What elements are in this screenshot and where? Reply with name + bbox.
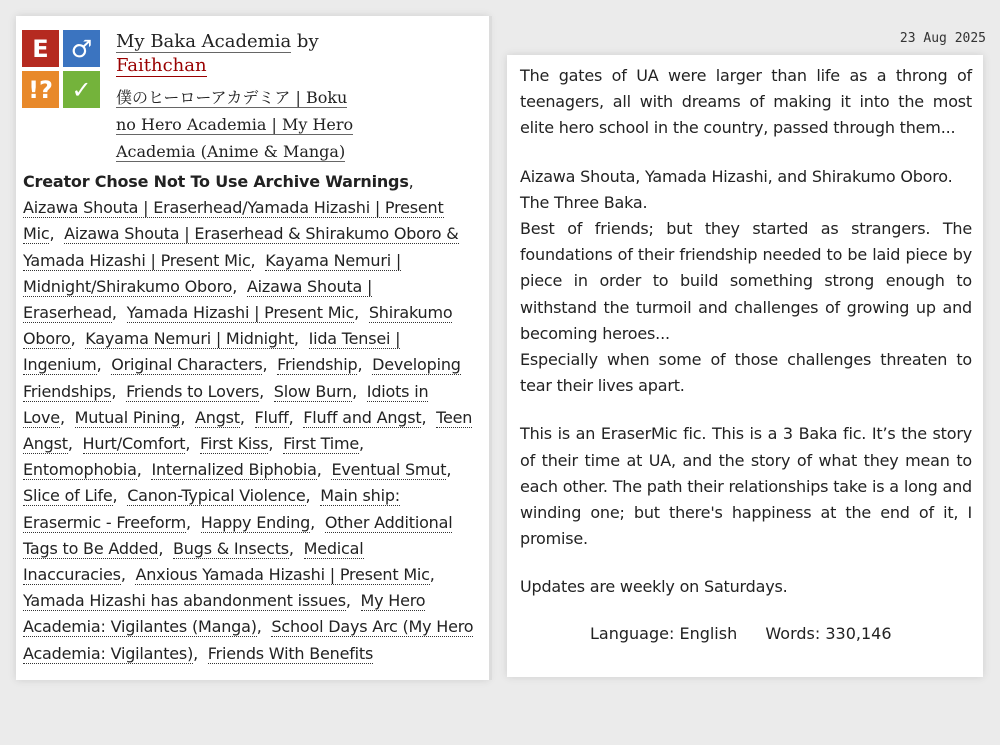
freeform-tag[interactable]: Kayama Nemuri | Midnight/Shirakumo Oboro — [23, 250, 402, 296]
tag-separator: , — [421, 407, 437, 427]
freeform-tag[interactable]: First Time — [283, 434, 360, 454]
tag-separator: , — [111, 303, 127, 323]
tag-separator: , — [112, 486, 128, 506]
freeform-tag[interactable]: Iida Tensei | Ingenium — [23, 329, 401, 375]
freeform-tag[interactable]: Aizawa Shouta | Eraserhead/Yamada Hizashi | Present Mic — [23, 198, 444, 244]
freeform-tag[interactable]: Idiots in Love — [23, 381, 429, 427]
tag-separator: , — [446, 460, 457, 480]
tag-separator: , — [136, 460, 152, 480]
freeform-tag[interactable]: Bugs & Insects — [173, 538, 289, 558]
freeform-tag[interactable]: Developing Friendships — [23, 355, 461, 401]
tag-separator: , — [354, 303, 369, 323]
tag-separator: , — [359, 434, 369, 454]
tag-separator: , — [357, 355, 373, 375]
freeform-tag[interactable]: My Hero Academia: Vigilantes (Manga) — [23, 591, 426, 637]
work-title-link[interactable]: My Baka Academia — [116, 31, 292, 52]
freeform-tag[interactable]: Eventual Smut — [331, 460, 447, 480]
freeform-tag[interactable]: Slice of Life — [23, 486, 113, 506]
tag-separator: , — [305, 486, 321, 506]
tag-separator: , — [70, 329, 86, 349]
tag-separator: , — [345, 591, 361, 611]
divider — [489, 16, 492, 680]
tag-separator: , — [96, 355, 112, 375]
tag-separator: , — [262, 355, 278, 375]
tag-separator: , — [185, 434, 201, 454]
fandom-line: Academia (Anime & Manga) — [116, 142, 346, 161]
fandom-link-wrap — [116, 84, 378, 165]
freeform-tag[interactable]: First Kiss — [200, 434, 269, 454]
freeform-tag[interactable]: Medical Inaccuracies — [23, 538, 364, 585]
work-heading — [116, 30, 366, 78]
freeform-tag[interactable]: Anxious Yamada Hizashi | Present Mic — [135, 565, 430, 585]
freeform-tag[interactable]: Kayama Nemuri | Midnight — [85, 329, 294, 349]
summary — [520, 63, 972, 623]
tag-separator: , — [67, 434, 83, 454]
tag-separator: , — [293, 329, 309, 349]
tag-separator: , — [259, 381, 274, 401]
freeform-tag[interactable]: Yamada Hizashi | Present Mic — [126, 303, 355, 323]
tag-separator: , — [288, 407, 304, 427]
freeform-tag[interactable]: Happy Ending — [200, 512, 311, 532]
summary-paragraph: This is an EraserMic fic. This is a 3 Baka fic. It’s the story of their time at UA, and the story of what they mean to each other. The path their relationships take is a long and winding one; but there's happiness at the end of it, I promise. — [520, 424, 972, 549]
publish-date: 23 Aug 2025 — [899, 31, 986, 46]
freeform-tag[interactable]: Friends to Lovers — [126, 381, 260, 401]
summary-paragraph: The gates of UA were larger than life as a throng of teenagers, all with dreams of making it into the most elite hero school in the country, passed through them... — [520, 66, 972, 138]
tag-separator: , — [288, 538, 304, 558]
freeform-tag[interactable]: Shirakumo Oboro — [23, 303, 453, 349]
rating-explicit-icon[interactable]: E — [22, 30, 59, 67]
tag-separator: , — [256, 617, 272, 637]
freeform-tag[interactable]: Slow Burn — [273, 381, 353, 401]
tag-separator: , — [352, 381, 367, 401]
tag-separator: , — [186, 512, 201, 532]
freeform-tag[interactable]: Fluff — [254, 407, 289, 427]
freeform-tag[interactable]: Original Characters — [111, 355, 263, 375]
freeform-tag[interactable]: Friends With Benefits — [207, 643, 374, 663]
summary-paragraph: Updates are weekly on Saturdays. — [520, 577, 788, 597]
tag-separator: , — [408, 172, 419, 191]
summary-line: Aizawa Shouta, Yamada Hizashi, and Shirakumo Oboro. — [520, 166, 953, 186]
by-text: by — [296, 31, 319, 52]
tag-separator: , — [429, 565, 440, 585]
tag-separator: , — [111, 381, 127, 401]
summary-paragraph — [520, 164, 972, 400]
tag-separator: , — [120, 565, 136, 585]
tag-separator: , — [59, 407, 75, 427]
freeform-tag[interactable]: Teen Angst — [23, 407, 473, 454]
author-link[interactable]: Faithchan — [116, 55, 207, 76]
freeform-tag[interactable]: Entomophobia — [23, 460, 137, 480]
tag-separator: , — [49, 224, 65, 244]
complete-check-icon[interactable]: ✓ — [63, 71, 100, 108]
freeform-tag[interactable]: Aizawa Shouta | Eraserhead — [23, 276, 373, 323]
warning-tag[interactable]: Creator Chose Not To Use Archive Warnings — [23, 172, 409, 191]
summary-line: The Three Baka. — [520, 192, 648, 212]
tag-separator: , — [158, 538, 174, 558]
freeform-tag[interactable]: Hurt/Comfort — [82, 434, 186, 454]
tag-separator: , — [316, 460, 332, 480]
words-label: Words: — [765, 624, 821, 643]
freeform-tag[interactable]: Friendship — [277, 355, 358, 375]
tag-separator: , — [310, 512, 325, 532]
work-stats — [520, 624, 950, 643]
fandom-link[interactable] — [116, 88, 353, 162]
tag-separator: , — [232, 276, 247, 296]
freeform-tag[interactable]: Canon-Typical Violence — [127, 486, 306, 506]
tag-separator: , — [268, 434, 284, 454]
freeform-tag[interactable]: Fluff and Angst — [303, 407, 422, 427]
freeform-tag[interactable]: Aizawa Shouta | Eraserhead & Shirakumo Oboro & Yamada Hizashi | Present Mic — [23, 224, 459, 270]
freeform-tag[interactable]: Main ship: Erasermic - Freeform — [23, 486, 400, 532]
tag-separator: , — [250, 250, 266, 270]
freeform-tag[interactable]: Other Additional Tags to Be Added — [23, 512, 453, 558]
freeform-tag[interactable]: School Days Arc (My Hero Academia: Vigilantes) — [23, 617, 474, 663]
required-tags — [22, 30, 100, 108]
freeform-tag[interactable]: Mutual Pining — [74, 407, 181, 427]
tag-list — [23, 169, 475, 667]
tag-separator: , — [180, 407, 196, 427]
words-value: 330,146 — [825, 624, 892, 643]
warnings-icon[interactable]: !? — [22, 71, 59, 108]
summary-line: Especially when some of those challenges threaten to tear their lives apart. — [520, 350, 972, 396]
fandom-line: 僕のヒーローアカデミア | Boku — [116, 88, 348, 107]
summary-line: Best of friends; but they started as strangers. The foundations of their friendship needed to be laid piece by piece in order to build something strong enough to withstand the turmoil and challenges of growing up and becoming heroes... — [520, 219, 972, 343]
language-label: Language: — [590, 624, 675, 643]
language-value: English — [679, 624, 738, 643]
freeform-tag[interactable]: Angst — [195, 407, 240, 427]
freeform-tag[interactable]: Internalized Biphobia — [151, 460, 317, 480]
category-mm-icon[interactable]: ♂ — [63, 30, 100, 67]
freeform-tag[interactable]: Yamada Hizashi has abandonment issues — [23, 591, 346, 611]
fandom-line: no Hero Academia | My Hero — [116, 115, 354, 134]
tag-separator: , — [193, 643, 208, 663]
tag-separator: , — [239, 407, 255, 427]
